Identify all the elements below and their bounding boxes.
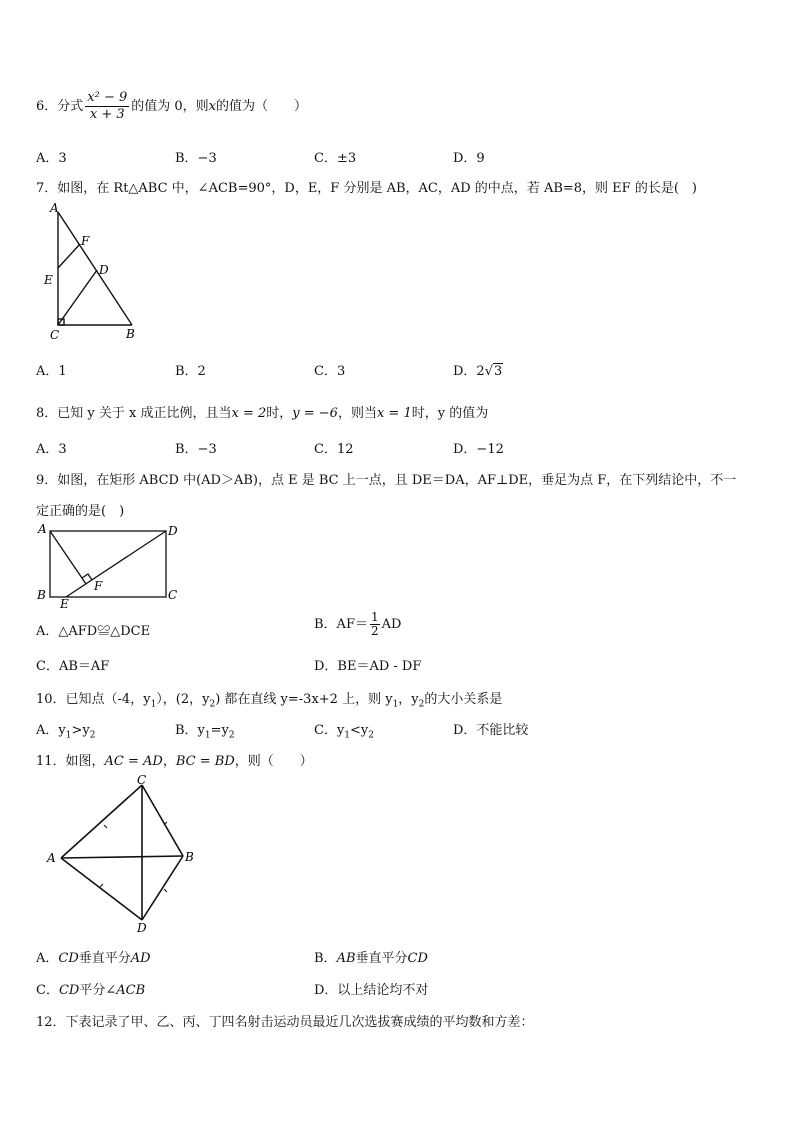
q10-sub4: 2 bbox=[418, 699, 425, 710]
q6-option-d[interactable]: D．9 bbox=[453, 151, 485, 166]
q6-fraction bbox=[85, 90, 129, 123]
q11-option-c-mid: 平分 bbox=[79, 983, 106, 998]
q7-label-d: D bbox=[99, 263, 109, 277]
q10-option-c-mid: <y bbox=[350, 723, 369, 738]
q11-option-a-mid: 垂直平分 bbox=[78, 951, 131, 966]
q6-option-a[interactable]: A．3 bbox=[36, 151, 67, 166]
q10-text-d: ，y bbox=[398, 692, 419, 707]
q11-figure bbox=[40, 775, 210, 935]
q7-option-d-prefix: D．2 bbox=[453, 364, 485, 379]
q6-suffix-b: 的值为（ ） bbox=[216, 99, 308, 114]
q9-stem-line1: 9．如图，在矩形 ABCD 中(AD＞AB)，点 E 是 BC 上一点，且 DE＝DA，AF⊥DE，垂足为点 F，在下列结论中，不一 bbox=[36, 473, 737, 488]
q11-cond2: BC = BD bbox=[175, 754, 235, 769]
q7-option-d-radicand: 3 bbox=[494, 364, 503, 379]
q10-option-b-sub1: 1 bbox=[204, 730, 211, 741]
q8-text-c: ，则当 bbox=[337, 406, 377, 421]
q11-label-a: A bbox=[47, 851, 56, 865]
q10-text-a: 10．已知点（-4，y bbox=[36, 692, 151, 707]
q12-stem: 12．下表记录了甲、乙、丙、丁四名射击运动员最近几次选拔赛成绩的平均数和方差： bbox=[36, 1015, 534, 1030]
q11-option-a-pre: A． bbox=[36, 951, 59, 966]
q6-option-b[interactable]: B．−3 bbox=[175, 151, 217, 166]
q11-option-a[interactable] bbox=[36, 947, 151, 966]
q9-label-e: E bbox=[60, 597, 69, 610]
q8-option-a[interactable]: A．3 bbox=[36, 442, 67, 457]
q10-option-b-mid: =y bbox=[210, 723, 229, 738]
q7-label-f: F bbox=[81, 234, 90, 248]
q10-option-b-pre: B．y bbox=[175, 723, 205, 738]
q11-option-a-math1: CD bbox=[58, 951, 79, 966]
q7-option-b[interactable]: B．2 bbox=[175, 364, 206, 379]
q9-option-b-prefix: B．AF＝ bbox=[314, 617, 368, 632]
q8-option-b[interactable]: B．−3 bbox=[175, 442, 217, 457]
q11-option-b-math2: CD bbox=[407, 951, 428, 966]
q11-prefix: 11．如图， bbox=[36, 754, 105, 769]
q11-option-b-math1: AB bbox=[336, 951, 356, 966]
q9-stem-line2: 定正确的是( ) bbox=[36, 504, 125, 519]
q11-cond1: AC = AD bbox=[104, 754, 163, 769]
q11-suffix: ，则（ ） bbox=[234, 754, 313, 769]
q8-option-d[interactable]: D．−12 bbox=[453, 442, 504, 457]
q8-cond1: x = 2 bbox=[231, 406, 267, 421]
q9-label-c: C bbox=[168, 588, 178, 602]
q10-sub3: 1 bbox=[392, 699, 399, 710]
q11-option-b-mid: 垂直平分 bbox=[355, 951, 408, 966]
q11-option-c-math2: ∠ACB bbox=[105, 983, 146, 998]
q9-label-a: A bbox=[38, 522, 47, 536]
q10-sub1: 1 bbox=[150, 699, 157, 710]
q9-option-b-fraction bbox=[370, 611, 380, 638]
q11-option-a-math2: AD bbox=[130, 951, 151, 966]
q11-option-d[interactable]: D．以上结论均不对 bbox=[314, 983, 429, 998]
q10-option-c-pre: C．y bbox=[314, 723, 345, 738]
q10-option-a-pre: A．y bbox=[36, 723, 66, 738]
q7-option-a[interactable]: A．1 bbox=[36, 364, 67, 379]
q9-option-a[interactable]: A．△AFD≌△DCE bbox=[36, 624, 151, 639]
q6-option-c[interactable]: C．±3 bbox=[314, 151, 357, 166]
q7-label-b: B bbox=[126, 327, 135, 341]
q9-option-b-den: 2 bbox=[370, 624, 379, 638]
q7-label-e: E bbox=[44, 273, 53, 287]
q6-prefix: 6．分式 bbox=[36, 99, 84, 114]
q9-label-f: F bbox=[94, 579, 103, 593]
q6-var: x bbox=[208, 99, 217, 114]
q6-stem bbox=[36, 90, 307, 123]
sqrt-icon: √ bbox=[484, 364, 493, 379]
q8-cond2: y = −6 bbox=[292, 406, 338, 421]
q10-option-a-sub1: 1 bbox=[65, 730, 72, 741]
q10-sub2: 2 bbox=[209, 699, 216, 710]
q9-label-b: B bbox=[37, 588, 46, 602]
q10-option-c-sub1: 1 bbox=[344, 730, 351, 741]
q8-stem bbox=[36, 402, 488, 421]
q11-option-c[interactable] bbox=[36, 979, 145, 998]
q11-stem bbox=[36, 750, 313, 769]
q11-sep: ， bbox=[162, 754, 176, 769]
q10-text-b: ），(2，y bbox=[156, 692, 210, 707]
q11-label-c: C bbox=[137, 775, 147, 787]
q6-suffix-a: 的值为 0，则 bbox=[131, 99, 209, 114]
q10-stem bbox=[36, 688, 502, 710]
q10-option-c[interactable] bbox=[314, 719, 374, 741]
q9-figure bbox=[34, 520, 184, 610]
q6-denominator: x + 3 bbox=[89, 107, 125, 122]
q10-option-a-mid: >y bbox=[71, 723, 90, 738]
q9-option-b-num: 1 bbox=[370, 610, 379, 624]
q8-option-c[interactable]: C．12 bbox=[314, 442, 354, 457]
q7-label-c: C bbox=[50, 328, 60, 342]
q7-option-c[interactable]: C．3 bbox=[314, 364, 346, 379]
q9-label-d: D bbox=[168, 524, 178, 538]
q11-label-b: B bbox=[185, 850, 194, 864]
q6-numerator: x² − 9 bbox=[87, 90, 128, 105]
q7-figure bbox=[40, 200, 150, 345]
q9-option-b-suffix: AD bbox=[381, 617, 402, 632]
q11-label-d: D bbox=[137, 921, 147, 935]
q10-text-e: 的大小关系是 bbox=[424, 692, 503, 707]
q9-option-c[interactable]: C．AB＝AF bbox=[36, 659, 110, 674]
q7-stem: 7．如图，在 Rt△ABC 中，∠ACB=90°，D，E，F 分别是 AB，AC，AD 的中点，若 AB=8，则 EF 的长是( ) bbox=[36, 181, 697, 196]
q7-label-a: A bbox=[50, 201, 59, 215]
q8-text-d: 时，y 的值为 bbox=[411, 406, 489, 421]
q9-option-d[interactable]: D．BE＝AD - DF bbox=[314, 659, 422, 674]
q11-option-c-pre: C． bbox=[36, 983, 59, 998]
q10-option-d[interactable]: D．不能比较 bbox=[453, 723, 529, 738]
q10-option-b-sub2: 2 bbox=[228, 730, 235, 741]
q10-text-c: ) 都在直线 y=-3x+2 上，则 y bbox=[215, 692, 393, 707]
q11-option-b-pre: B． bbox=[314, 951, 337, 966]
q10-option-a[interactable] bbox=[36, 719, 95, 741]
q10-option-c-sub2: 2 bbox=[368, 730, 375, 741]
q8-cond3: x = 1 bbox=[376, 406, 412, 421]
q10-option-b[interactable] bbox=[175, 719, 235, 741]
q7-option-d[interactable] bbox=[453, 360, 503, 379]
q8-text-b: 时， bbox=[266, 406, 293, 421]
q9-option-b[interactable] bbox=[314, 611, 401, 638]
q10-option-a-sub2: 2 bbox=[89, 730, 96, 741]
q11-option-b[interactable] bbox=[314, 947, 428, 966]
q11-option-c-math1: CD bbox=[58, 983, 80, 998]
q8-text-a: 8．已知 y 关于 x 成正比例，且当 bbox=[36, 406, 232, 421]
